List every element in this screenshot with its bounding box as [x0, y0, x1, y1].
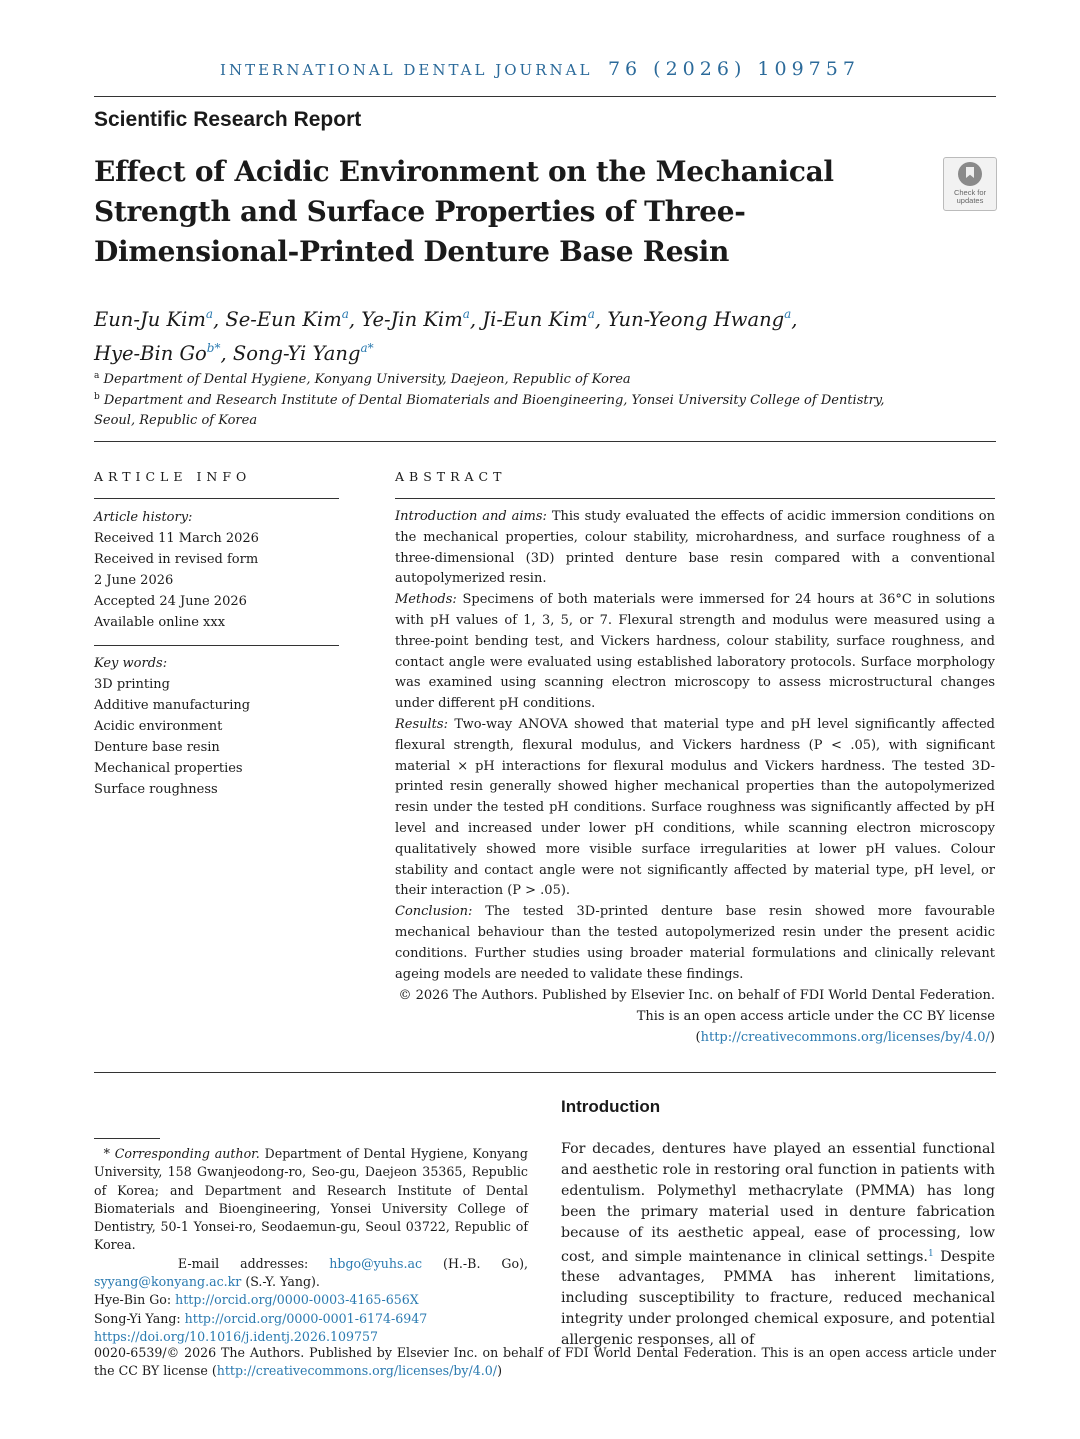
- author-aff[interactable]: a: [587, 307, 595, 321]
- keywords-label: Key words:: [94, 656, 168, 671]
- author[interactable]: Yun-Yeong Hwang: [607, 308, 785, 331]
- abstract-methods: Specimens of both materials were immersed for 24 hours at 36°C in solutions with pH values of 1, 3, 5, or 7. Flexural strength and modulus were measured using a three-point bending test, and Vickers hardness, colour stability, surface roughness, and contact angle were evaluated using established laboratory protocols. Surface morphology was examined using scanning electron microscopy to assess microstructural changes under different pH conditions.: [395, 592, 995, 712]
- affiliation-a: $^a$ Department of Dental Hygiene, Konyang University, Daejeon, Republic of Korea: [94, 371, 631, 387]
- abstract-heading: ABSTRACT: [395, 469, 507, 484]
- email-link[interactable]: hbgo@yuhs.ac: [329, 1255, 423, 1271]
- journal-header: [0, 58, 1080, 80]
- abstract-intro: This study evaluated the effects of acidic immersion conditions on the mechanical properties, colour stability, microhardness, and surface roughness of a three-dimensional (3D) printed denture base resin compared with a conventional autopolymerized resin.: [395, 509, 995, 587]
- introduction-body: For decades, dentures have played an essential functional and aesthetic role in restoring oral function in patients with edentulism. Polymethyl methacrylate (PMMA) has long been the primary material used in denture fabrication because of its aesthetic appeal, ease of processing, low cost, and simple maintenance in clinical settings.$^1$ Despite these advantages, PMMA has inherent limitations, including susceptibility to fracture, reduced mechanical integrity under prolonged chemical exposure, and potential allergenic responses, all of: [561, 1141, 996, 1349]
- copyright-line: © 2026 The Authors. Published by Elsevier Inc. on behalf of FDI World Dental Federation.: [398, 988, 995, 1003]
- author-aff[interactable]: a*: [360, 341, 374, 355]
- article-history: [94, 507, 339, 633]
- check-updates-label-2: updates: [956, 196, 984, 205]
- keyword: Mechanical properties: [94, 761, 243, 776]
- corresponding-label: Corresponding author.: [114, 1146, 260, 1161]
- keyword: Surface roughness: [94, 782, 218, 797]
- corresponding-address: Department of Dental Hygiene, Konyang University, 158 Gwanjeodong-ro, Seo-gu, Daejeon 35365, Republic of Korea; and Department and Research Institute of Dental Biomaterials and Bioengineering, Yonsei University College of Dentistry, 50-1 Yonsei-ro, Seodaemun-gu, Seoul 03722, Republic of Korea.: [94, 1146, 528, 1253]
- abstract-results-label: Results:: [395, 716, 448, 732]
- abstract-results: Two-way ANOVA showed that material type and pH level significantly affected flexural strength, flexural modulus, and Vickers hardness (P < .05), with significant material × pH interactions for flexural modulus and Vickers hardness. The tested 3D-printed resin generally showed higher mechanical properties than the autopolymerized resin under the tested pH conditions. Surface roughness was significantly affected by pH level and increased under lower pH conditions, while scanning electron microscopy qualitatively showed more visible surface irregularities at lower pH values. Colour stability and contact angle were not significantly affected by material type, pH level, or their interaction (P > .05).: [395, 716, 995, 899]
- abstract-rule: [395, 498, 995, 499]
- journal-name: INTERNATIONAL DENTAL JOURNAL: [220, 61, 593, 79]
- history-item: Received 11 March 2026: [94, 531, 259, 546]
- issn-license: 0020-6539/© 2026 The Authors. Published by Elsevier Inc. on behalf of FDI World Dental Federation. This is an open access article under the CC BY license (http://creativecommons.org/licenses/by/4.0/): [94, 1345, 996, 1379]
- author[interactable]: Ye-Jin Kim: [361, 308, 463, 331]
- keyword: Denture base resin: [94, 740, 220, 755]
- author-list: Eun-Ju Kim$^a$, Se-Eun Kim$^a$, Ye-Jin Kim$^a$, Ji-Eun Kim$^a$, Yun-Yeong Hwang$^a$, Hye-Bin $Go^{b*}$, Song-Yi Yang$^{a*}$: [94, 307, 798, 365]
- abstract-methods-label: Methods:: [395, 592, 457, 608]
- author-aff[interactable]: b*: [206, 341, 221, 355]
- keyword: Additive manufacturing: [94, 698, 251, 713]
- keywords: [94, 653, 339, 800]
- author[interactable]: Eun-Ju Kim: [94, 308, 206, 331]
- history-item: 2 June 2026: [94, 573, 174, 588]
- article-info-heading: ARTICLE INFO: [94, 469, 252, 484]
- author[interactable]: Ji-Eun Kim: [482, 308, 588, 331]
- abstract-conclusion: The tested 3D-printed denture base resin showed more favourable mechanical behaviour than the tested autopolymerized resin under the present acidic conditions. Further studies using broader material formulations and clinically relevant ageing models are needed to validate these findings.: [395, 904, 995, 982]
- keyword: Acidic environment: [94, 719, 223, 734]
- article-info-rule: [94, 498, 339, 499]
- footnote-rule: [94, 1138, 160, 1139]
- abstract-conclusion-label: Conclusion:: [395, 904, 473, 920]
- bookmark-icon: [958, 162, 982, 186]
- check-for-updates-badge[interactable]: [943, 157, 997, 211]
- report-type: Scientific Research Report: [94, 108, 362, 131]
- keyword: 3D printing: [94, 677, 170, 692]
- history-item: Accepted 24 June 2026: [94, 594, 247, 609]
- affiliation-b: $^b$ Department and Research Institute of Dental Biomaterials and Bioengineering, Yonsei University College of Dentistry, Seoul, Republic of Korea: [94, 392, 885, 428]
- copyright-line-2: This is an open access article under the CC BY license: [636, 1008, 995, 1024]
- doi-link[interactable]: https://doi.org/10.1016/j.identj.2026.109757: [94, 1328, 379, 1344]
- author[interactable]: Hye-Bin Go: [94, 342, 207, 365]
- introduction-heading: Introduction: [561, 1097, 661, 1116]
- reference-link[interactable]: 1: [927, 1248, 934, 1259]
- abstract-bottom-rule: [94, 1072, 996, 1073]
- header-rule: [94, 96, 996, 97]
- keywords-rule: [94, 645, 339, 646]
- journal-issue: 76 (2026) 109757: [607, 58, 860, 80]
- abstract-copyright: © 2026 The Authors. Published by Elsevier Inc. on behalf of FDI World Dental Federation. This is an open access article under the CC BY license (http://creativecommons.org/licenses/by/4.0/): [395, 986, 995, 1048]
- history-label: Article history:: [94, 510, 193, 525]
- check-updates-label: Check for: [953, 188, 987, 197]
- article-title: Effect of Acidic Environment on the Mechanical Strength and Surface Properties of Three-Dimensional-Printed Denture Base Resin: [94, 155, 834, 268]
- abstract-body: [395, 507, 995, 985]
- history-item: Available online xxx: [94, 615, 226, 630]
- orcid-link[interactable]: http://orcid.org/0000-0003-4165-656X: [175, 1292, 419, 1308]
- author-aff[interactable]: a: [341, 307, 349, 321]
- author[interactable]: Se-Eun Kim: [225, 308, 342, 331]
- author-aff[interactable]: a: [784, 307, 792, 321]
- license-link[interactable]: http://creativecommons.org/licenses/by/4.0/: [700, 1029, 990, 1045]
- author[interactable]: Song-Yi Yang: [232, 342, 361, 365]
- email-link[interactable]: syyang@konyang.ac.kr: [94, 1274, 242, 1290]
- orcid-link[interactable]: http://orcid.org/0000-0001-6174-6947: [184, 1310, 428, 1326]
- history-item: Received in revised form: [94, 552, 259, 567]
- author-aff[interactable]: a: [462, 307, 470, 321]
- footnote: * Corresponding author. Department of Dental Hygiene, Konyang University, 158 Gwanjeodong-ro, Seo-gu, Daejeon 35365, Republic of Korea; and Department and Research Institute of Dental Biomaterials and Bioengineering, Yonsei University College of Dentistry, 50-1 Yonsei-ro, Seodaemun-gu, Seoul 03722, Republic of Korea. E-mail addresses: hbgo@yuhs.ac (H.-B. Go), syyang@konyang.ac.kr (S.-Y. Yang). Hye-Bin Go: http://orcid.org/0000-0003-4165-656X Song-Yi Yang: http://orcid.org/0000-0001-6174-6947 https://doi.org/10.1016/j.identj.2026.109757: [94, 1146, 528, 1344]
- section-rule: [94, 441, 996, 442]
- author-aff[interactable]: a: [205, 307, 213, 321]
- abstract-intro-label: Introduction and aims:: [395, 509, 547, 524]
- license-link[interactable]: http://creativecommons.org/licenses/by/4.0/: [216, 1363, 498, 1379]
